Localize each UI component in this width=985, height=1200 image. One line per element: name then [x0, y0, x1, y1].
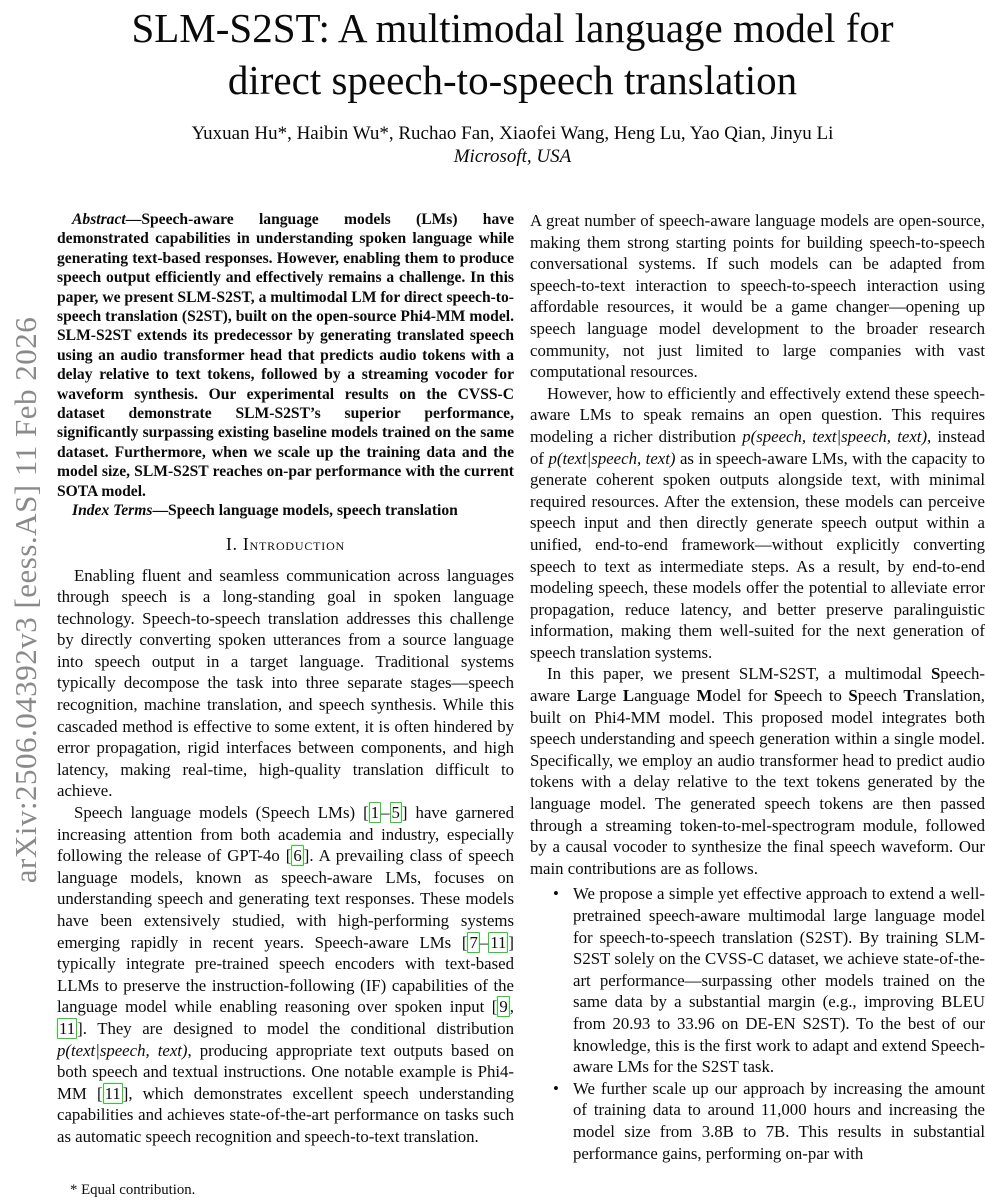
citation-link[interactable]: 5	[391, 803, 400, 823]
citation-link[interactable]: 11	[104, 1083, 121, 1103]
contribution-item-1: • We propose a simple yet effective approach to extend a well-pretrained speech-aware multimodal large language model for speech-to-speech translation (S2ST). By training SLM-S2ST solely on the CVSS-C dataset, we achieve state-of-the-art performance—surpassing other models trained on the same data by a substantial margin (e.g., improving BLEU from 20.93 to 33.96 on DE-EN S2ST). To the best of our knowledge, this is the first work to adapt and extend Speech-aware LMs for the S2ST task.	[573, 883, 985, 1077]
equal-contribution-footnote: * Equal contribution.	[70, 1182, 196, 1198]
intro-paragraph-3: A great number of speech-aware language models are open-source, making them strong starting points for building speech-to-speech conversational systems. If such models can be adapted from speech-to-text interaction to speech-to-speech interaction using affordable resources, it would be a game changer—opening up speech language model development to the broader research community, not just limited to large companies with vast computational resources.	[530, 211, 985, 382]
author-list: Yuxuan Hu*, Haibin Wu*, Ruchao Fan, Xiaofei Wang, Heng Lu, Yao Qian, Jinyu Li	[191, 123, 834, 144]
intro-paragraph-5: In this paper, we present SLM-S2ST, a multimodal Speech-aware Large Language Model for Speech to Speech Translation, built on Phi4-MM model. This proposed model integrates both speech understanding and speech generation within a single model. Specifically, we employ an audio transformer head to predict audio tokens with a delay relative to the text tokens generated by the language model. The generated speech tokens are then passed through a streaming token-to-mel-spectrogram module, followed by a causal vocoder to synthesize the final speech waveform. Our main contributions are as follows.	[530, 664, 985, 878]
paper-title-line2: direct speech-to-speech translation	[227, 57, 798, 103]
intro-paragraph-4: However, how to efficiently and effectively extend these speech-aware LMs to speak remains an open question. This requires modeling a richer distribution p(speech, text|speech, text), instead of p(text|speech, text) as in speech-aware LMs, with the capacity to generate coherent spoken outputs alongside text, with minimal required resources. After the extension, these models can perceive speech input and then directly generate speech output within a unified, end-to-end framework—without explicitly converting speech to text as intermediate steps. As a result, by end-to-end modeling speech, these models offer the potential to alleviate error propagation, reduce latency, and better preserve paralinguistic information, making them well-suited for the next generation of speech translation systems.	[530, 383, 985, 662]
contribution-item-2: • We further scale up our approach by increasing the amount of training data to around 11,000 hours and increasing the model size from 3.8B to 7B. This results in substantial performance gains, performing on-par with	[573, 1078, 985, 1164]
citation-link[interactable]: 11	[490, 932, 507, 952]
citation-link[interactable]: 7	[469, 932, 478, 952]
citation-link[interactable]: 1	[370, 803, 380, 823]
contribution-list	[530, 883, 985, 1164]
arxiv-watermark: arXiv:2506.04392v3 [eess.AS] 11 Feb 2026	[8, 316, 43, 884]
affiliation: Microsoft, USA	[453, 146, 572, 167]
section-heading-introduction: I. Introduction	[225, 533, 346, 554]
paper-title-line1: SLM-S2ST: A multimodal language model for	[131, 5, 894, 51]
intro-paragraph-1: Enabling fluent and seamless communication across languages through speech is a long-standing goal in spoken language technology. Speech-to-speech translation addresses this challenge by directly converting spoken utterances from a source language into speech output in a target language. Traditional systems typically decompose the task into three separate stages—speech recognition, machine translation, and speech synthesis. While this cascaded method is effective to some extent, it is often hindered by error propagation, rigid interfaces between components, and high latency, making real-time, high-quality translation difficult to achieve.	[57, 565, 514, 801]
index-terms: Index Terms—Speech language models, speech translation	[72, 502, 458, 520]
paper-title	[40, 2, 985, 106]
citation-link[interactable]: 9	[499, 997, 508, 1017]
right-column	[530, 210, 985, 1164]
citation-link[interactable]: 6	[293, 846, 302, 866]
left-column	[57, 210, 514, 1148]
paper-header	[40, 2, 985, 168]
abstract-paragraph: Abstract—Speech-aware language models (LMs) have demonstrated capabilities in understanding spoken language while generating text-based responses. However, enabling them to produce speech output efficiently and effectively remains a challenge. In this paper, we present SLM-S2ST, a multimodal LM for direct speech-to-speech translation (S2ST), built on the open-source Phi4-MM model. SLM-S2ST extends its predecessor by generating translated speech using an audio transformer head that predicts audio tokens with a delay relative to text tokens, followed by a streaming vocoder for waveform synthesis. Our experimental results on the CVSS-C dataset demonstrate SLM-S2ST’s superior performance, significantly surpassing existing baseline models trained on the same dataset. Furthermore, when we scale up the training data and the model size, SLM-S2ST reaches on-par performance with the current SOTA model.	[57, 211, 514, 500]
intro-paragraph-2: Speech language models (Speech LMs) [ 1 – 5 ] have garnered increasing attention from both academia and industry, especially following the release of GPT-4o [ 6 ]. A prevailing class of speech language models, known as speech-aware LMs, focuses on understanding speech and generating text responses. These models have been extensively studied, with high-performing systems emerging rapidly in recent years. Speech-aware LMs [ 7 – 11 ] typically integrate pre-trained speech encoders with text-based LLMs to preserve the instruction-following (IF) capabilities of the language model while enabling reasoning over spoken input [ 9 , 11 ]. They are designed to model the conditional distribution p(text|speech, text), producing appropriate text outputs based on both speech and textual instructions. One notable example is Phi4-MM [ 11 ], which demonstrates excellent speech understanding capabilities and achieves state-of-the-art performance on tasks such as automatic speech recognition and speech-to-text translation.	[57, 803, 515, 1146]
citation-link[interactable]: 11	[59, 1018, 76, 1038]
